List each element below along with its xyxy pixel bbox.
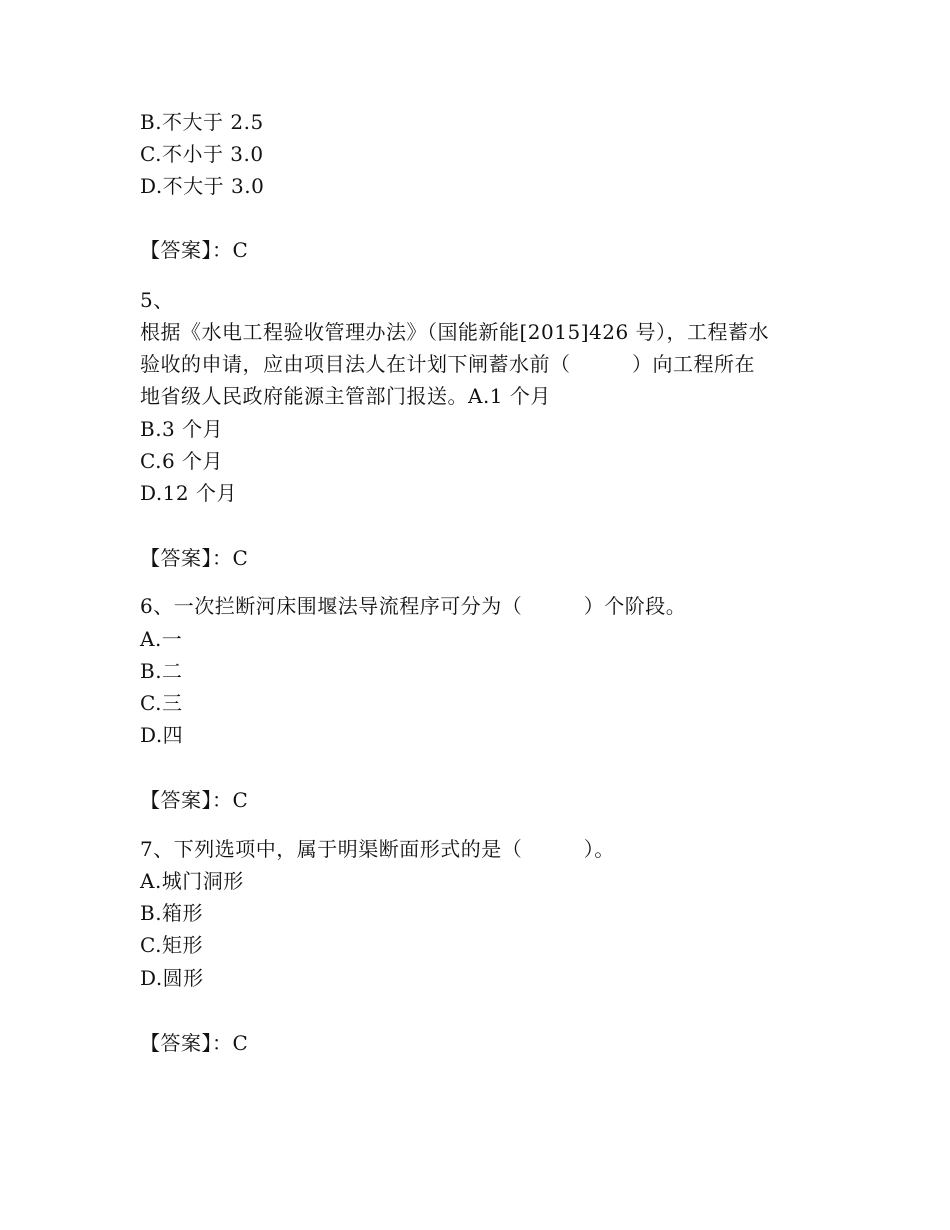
q7-option-d: D.圆形 [140,966,204,990]
q7-answer: 【答案】：C [140,1031,249,1055]
q6-stem: 6、一次拦断河床围堰法导流程序可分为（ ）个阶段。 [140,594,687,618]
q5-option-c: C.6 个月 [140,449,224,473]
q6-option-b: B.二 [140,659,183,683]
q5-option-d: D.12 个月 [140,481,237,505]
q7-option-b: B.箱形 [140,901,204,925]
q4-answer: 【答案】：C [140,238,249,262]
q5-stem-line3: 地省级人民政府能源主管部门报送。A.1 个月 [140,384,551,408]
q4-option-b: B.不大于 2.5 [140,110,264,134]
q6-answer: 【答案】：C [140,788,249,812]
q5-stem-line1: 根据《水电工程验收管理办法》（国能新能[2015]426 号），工程蓄水 [140,320,770,344]
q4-option-c: C.不小于 3.0 [140,142,264,166]
q4-option-d: D.不大于 3.0 [140,174,265,198]
q6-option-c: C.三 [140,691,183,715]
q6-option-a: A.一 [140,627,183,651]
q5-stem-line2: 验收的申请，应由项目法人在计划下闸蓄水前（ ）向工程所在 [140,352,755,376]
q6-option-d: D.四 [140,723,184,747]
q5-number: 5、 [140,288,174,312]
q7-stem: 7、下列选项中，属于明渠断面形式的是（ ）。 [140,837,615,861]
q5-answer: 【答案】：C [140,546,249,570]
q5-option-b: B.3 个月 [140,417,224,441]
q7-option-c: C.矩形 [140,933,203,957]
q7-option-a: A.城门洞形 [140,869,244,893]
